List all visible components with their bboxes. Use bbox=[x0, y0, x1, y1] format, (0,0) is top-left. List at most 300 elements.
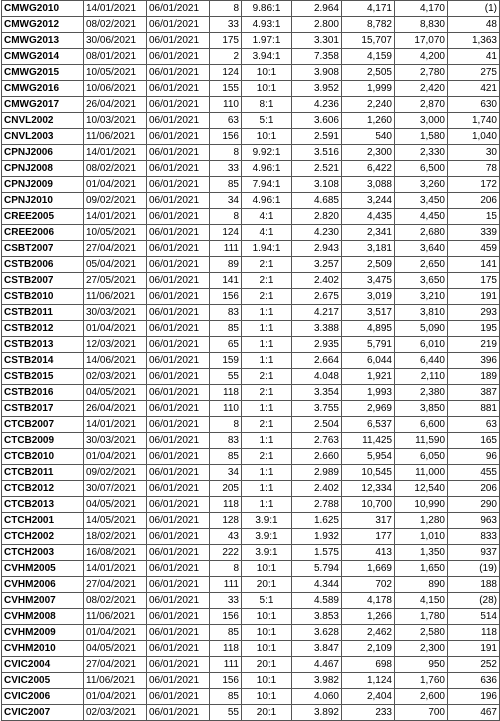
code-cell: CPNJ2008 bbox=[2, 161, 84, 177]
value-cell: 3.108 bbox=[292, 177, 342, 193]
price-cell: 1,921 bbox=[342, 369, 395, 385]
price-cell: 15,707 bbox=[342, 33, 395, 49]
code-cell: CSTB2006 bbox=[2, 257, 84, 273]
trade-date-cell: 06/01/2021 bbox=[147, 17, 210, 33]
maturity-date-cell: 01/04/2021 bbox=[84, 321, 147, 337]
table-row bbox=[2, 385, 500, 401]
ratio-cell: 3.94:1 bbox=[242, 49, 292, 65]
warrant-table bbox=[1, 0, 500, 721]
code-cell: CPNJ2010 bbox=[2, 193, 84, 209]
price-cell: 233 bbox=[342, 705, 395, 721]
difference-cell: 206 bbox=[448, 481, 500, 497]
maturity-date-cell: 02/03/2021 bbox=[84, 705, 147, 721]
maturity-date-cell: 14/05/2021 bbox=[84, 513, 147, 529]
days-cell: 85 bbox=[210, 449, 242, 465]
days-cell: 8 bbox=[210, 145, 242, 161]
value-cell: 4.589 bbox=[292, 593, 342, 609]
ratio-cell: 2:1 bbox=[242, 273, 292, 289]
code-cell: CVIC2004 bbox=[2, 657, 84, 673]
target-price-cell: 1,280 bbox=[395, 513, 448, 529]
code-cell: CVHM2006 bbox=[2, 577, 84, 593]
value-cell: 3.628 bbox=[292, 625, 342, 641]
difference-cell: 1,363 bbox=[448, 33, 500, 49]
maturity-date-cell: 01/04/2021 bbox=[84, 689, 147, 705]
difference-cell: 195 bbox=[448, 321, 500, 337]
days-cell: 34 bbox=[210, 193, 242, 209]
target-price-cell: 6,050 bbox=[395, 449, 448, 465]
price-cell: 5,954 bbox=[342, 449, 395, 465]
ratio-cell: 3.9:1 bbox=[242, 513, 292, 529]
difference-cell: 96 bbox=[448, 449, 500, 465]
target-price-cell: 1,350 bbox=[395, 545, 448, 561]
ratio-cell: 1:1 bbox=[242, 401, 292, 417]
price-cell: 2,462 bbox=[342, 625, 395, 641]
value-cell: 3.853 bbox=[292, 609, 342, 625]
trade-date-cell: 06/01/2021 bbox=[147, 385, 210, 401]
table-row bbox=[2, 225, 500, 241]
target-price-cell: 2,780 bbox=[395, 65, 448, 81]
target-price-cell: 3,210 bbox=[395, 289, 448, 305]
maturity-date-cell: 01/04/2021 bbox=[84, 625, 147, 641]
difference-cell: 78 bbox=[448, 161, 500, 177]
maturity-date-cell: 30/03/2021 bbox=[84, 433, 147, 449]
code-cell: CTCB2012 bbox=[2, 481, 84, 497]
ratio-cell: 3.9:1 bbox=[242, 529, 292, 545]
price-cell: 2,341 bbox=[342, 225, 395, 241]
table-row bbox=[2, 689, 500, 705]
value-cell: 2.989 bbox=[292, 465, 342, 481]
code-cell: CVHM2007 bbox=[2, 593, 84, 609]
maturity-date-cell: 04/05/2021 bbox=[84, 497, 147, 513]
maturity-date-cell: 10/06/2021 bbox=[84, 81, 147, 97]
target-price-cell: 8,830 bbox=[395, 17, 448, 33]
table-row bbox=[2, 513, 500, 529]
table-row bbox=[2, 577, 500, 593]
target-price-cell: 2,330 bbox=[395, 145, 448, 161]
difference-cell: (1) bbox=[448, 1, 500, 17]
target-price-cell: 6,500 bbox=[395, 161, 448, 177]
difference-cell: 206 bbox=[448, 193, 500, 209]
target-price-cell: 890 bbox=[395, 577, 448, 593]
maturity-date-cell: 04/05/2021 bbox=[84, 385, 147, 401]
difference-cell: 290 bbox=[448, 497, 500, 513]
price-cell: 12,334 bbox=[342, 481, 395, 497]
difference-cell: 339 bbox=[448, 225, 500, 241]
difference-cell: 514 bbox=[448, 609, 500, 625]
days-cell: 85 bbox=[210, 321, 242, 337]
days-cell: 118 bbox=[210, 497, 242, 513]
maturity-date-cell: 14/01/2021 bbox=[84, 1, 147, 17]
target-price-cell: 2,650 bbox=[395, 257, 448, 273]
price-cell: 8,782 bbox=[342, 17, 395, 33]
maturity-date-cell: 11/06/2021 bbox=[84, 129, 147, 145]
target-price-cell: 3,640 bbox=[395, 241, 448, 257]
price-cell: 11,425 bbox=[342, 433, 395, 449]
ratio-cell: 2:1 bbox=[242, 289, 292, 305]
maturity-date-cell: 27/05/2021 bbox=[84, 273, 147, 289]
ratio-cell: 4.96:1 bbox=[242, 193, 292, 209]
target-price-cell: 3,850 bbox=[395, 401, 448, 417]
code-cell: CTCB2010 bbox=[2, 449, 84, 465]
ratio-cell: 10:1 bbox=[242, 561, 292, 577]
difference-cell: 467 bbox=[448, 705, 500, 721]
maturity-date-cell: 10/05/2021 bbox=[84, 65, 147, 81]
price-cell: 3,244 bbox=[342, 193, 395, 209]
value-cell: 3.388 bbox=[292, 321, 342, 337]
ratio-cell: 10:1 bbox=[242, 609, 292, 625]
ratio-cell: 1:1 bbox=[242, 433, 292, 449]
trade-date-cell: 06/01/2021 bbox=[147, 225, 210, 241]
maturity-date-cell: 08/02/2021 bbox=[84, 593, 147, 609]
target-price-cell: 2,300 bbox=[395, 641, 448, 657]
value-cell: 2.402 bbox=[292, 481, 342, 497]
maturity-date-cell: 27/04/2021 bbox=[84, 577, 147, 593]
maturity-date-cell: 09/02/2021 bbox=[84, 193, 147, 209]
value-cell: 2.591 bbox=[292, 129, 342, 145]
target-price-cell: 4,450 bbox=[395, 209, 448, 225]
difference-cell: 833 bbox=[448, 529, 500, 545]
trade-date-cell: 06/01/2021 bbox=[147, 449, 210, 465]
difference-cell: 963 bbox=[448, 513, 500, 529]
table-row bbox=[2, 257, 500, 273]
price-cell: 4,171 bbox=[342, 1, 395, 17]
target-price-cell: 3,650 bbox=[395, 273, 448, 289]
trade-date-cell: 06/01/2021 bbox=[147, 401, 210, 417]
code-cell: CTCB2009 bbox=[2, 433, 84, 449]
difference-cell: 1,040 bbox=[448, 129, 500, 145]
maturity-date-cell: 16/08/2021 bbox=[84, 545, 147, 561]
maturity-date-cell: 14/06/2021 bbox=[84, 353, 147, 369]
price-cell: 5,791 bbox=[342, 337, 395, 353]
days-cell: 222 bbox=[210, 545, 242, 561]
table-row bbox=[2, 1, 500, 17]
table-row bbox=[2, 33, 500, 49]
trade-date-cell: 06/01/2021 bbox=[147, 353, 210, 369]
trade-date-cell: 06/01/2021 bbox=[147, 705, 210, 721]
maturity-date-cell: 30/06/2021 bbox=[84, 33, 147, 49]
code-cell: CVIC2006 bbox=[2, 689, 84, 705]
value-cell: 4.217 bbox=[292, 305, 342, 321]
target-price-cell: 2,110 bbox=[395, 369, 448, 385]
trade-date-cell: 06/01/2021 bbox=[147, 289, 210, 305]
trade-date-cell: 06/01/2021 bbox=[147, 529, 210, 545]
trade-date-cell: 06/01/2021 bbox=[147, 625, 210, 641]
price-cell: 540 bbox=[342, 129, 395, 145]
price-cell: 1,999 bbox=[342, 81, 395, 97]
value-cell: 4.344 bbox=[292, 577, 342, 593]
value-cell: 4.467 bbox=[292, 657, 342, 673]
days-cell: 33 bbox=[210, 161, 242, 177]
table-row bbox=[2, 497, 500, 513]
code-cell: CMWG2017 bbox=[2, 97, 84, 113]
value-cell: 2.964 bbox=[292, 1, 342, 17]
code-cell: CSBT2007 bbox=[2, 241, 84, 257]
ratio-cell: 2:1 bbox=[242, 385, 292, 401]
days-cell: 34 bbox=[210, 465, 242, 481]
days-cell: 8 bbox=[210, 1, 242, 17]
code-cell: CVHM2009 bbox=[2, 625, 84, 641]
code-cell: CTCH2003 bbox=[2, 545, 84, 561]
trade-date-cell: 06/01/2021 bbox=[147, 577, 210, 593]
table-row bbox=[2, 161, 500, 177]
value-cell: 4.685 bbox=[292, 193, 342, 209]
maturity-date-cell: 08/02/2021 bbox=[84, 17, 147, 33]
ratio-cell: 4.93:1 bbox=[242, 17, 292, 33]
days-cell: 55 bbox=[210, 705, 242, 721]
days-cell: 175 bbox=[210, 33, 242, 49]
table-row bbox=[2, 561, 500, 577]
target-price-cell: 2,580 bbox=[395, 625, 448, 641]
price-cell: 1,260 bbox=[342, 113, 395, 129]
maturity-date-cell: 30/07/2021 bbox=[84, 481, 147, 497]
difference-cell: 191 bbox=[448, 289, 500, 305]
code-cell: CVHM2010 bbox=[2, 641, 84, 657]
code-cell: CSTB2013 bbox=[2, 337, 84, 353]
difference-cell: 396 bbox=[448, 353, 500, 369]
code-cell: CNVL2002 bbox=[2, 113, 84, 129]
days-cell: 128 bbox=[210, 513, 242, 529]
target-price-cell: 2,680 bbox=[395, 225, 448, 241]
ratio-cell: 10:1 bbox=[242, 673, 292, 689]
code-cell: CSTB2015 bbox=[2, 369, 84, 385]
value-cell: 2.820 bbox=[292, 209, 342, 225]
value-cell: 2.521 bbox=[292, 161, 342, 177]
table-row bbox=[2, 113, 500, 129]
maturity-date-cell: 10/05/2021 bbox=[84, 225, 147, 241]
ratio-cell: 4:1 bbox=[242, 225, 292, 241]
ratio-cell: 10:1 bbox=[242, 65, 292, 81]
difference-cell: 459 bbox=[448, 241, 500, 257]
trade-date-cell: 06/01/2021 bbox=[147, 65, 210, 81]
trade-date-cell: 06/01/2021 bbox=[147, 161, 210, 177]
days-cell: 111 bbox=[210, 657, 242, 673]
ratio-cell: 1:1 bbox=[242, 481, 292, 497]
code-cell: CMWG2014 bbox=[2, 49, 84, 65]
value-cell: 4.236 bbox=[292, 97, 342, 113]
price-cell: 6,044 bbox=[342, 353, 395, 369]
price-cell: 3,475 bbox=[342, 273, 395, 289]
difference-cell: 1,740 bbox=[448, 113, 500, 129]
trade-date-cell: 06/01/2021 bbox=[147, 257, 210, 273]
trade-date-cell: 06/01/2021 bbox=[147, 321, 210, 337]
days-cell: 118 bbox=[210, 385, 242, 401]
ratio-cell: 5:1 bbox=[242, 593, 292, 609]
days-cell: 110 bbox=[210, 401, 242, 417]
ratio-cell: 8:1 bbox=[242, 97, 292, 113]
difference-cell: 175 bbox=[448, 273, 500, 289]
difference-cell: 252 bbox=[448, 657, 500, 673]
maturity-date-cell: 11/06/2021 bbox=[84, 673, 147, 689]
days-cell: 111 bbox=[210, 577, 242, 593]
price-cell: 2,300 bbox=[342, 145, 395, 161]
difference-cell: 275 bbox=[448, 65, 500, 81]
trade-date-cell: 06/01/2021 bbox=[147, 145, 210, 161]
trade-date-cell: 06/01/2021 bbox=[147, 417, 210, 433]
trade-date-cell: 06/01/2021 bbox=[147, 337, 210, 353]
maturity-date-cell: 01/04/2021 bbox=[84, 449, 147, 465]
days-cell: 159 bbox=[210, 353, 242, 369]
table-row bbox=[2, 193, 500, 209]
table-row bbox=[2, 353, 500, 369]
table-row bbox=[2, 17, 500, 33]
difference-cell: 188 bbox=[448, 577, 500, 593]
maturity-date-cell: 18/02/2021 bbox=[84, 529, 147, 545]
target-price-cell: 2,420 bbox=[395, 81, 448, 97]
value-cell: 2.788 bbox=[292, 497, 342, 513]
days-cell: 124 bbox=[210, 65, 242, 81]
code-cell: CMWG2016 bbox=[2, 81, 84, 97]
trade-date-cell: 06/01/2021 bbox=[147, 481, 210, 497]
maturity-date-cell: 02/03/2021 bbox=[84, 369, 147, 385]
price-cell: 1,669 bbox=[342, 561, 395, 577]
maturity-date-cell: 05/04/2021 bbox=[84, 257, 147, 273]
ratio-cell: 1:1 bbox=[242, 321, 292, 337]
value-cell: 3.301 bbox=[292, 33, 342, 49]
code-cell: CTCB2013 bbox=[2, 497, 84, 513]
trade-date-cell: 06/01/2021 bbox=[147, 129, 210, 145]
difference-cell: 636 bbox=[448, 673, 500, 689]
difference-cell: 293 bbox=[448, 305, 500, 321]
ratio-cell: 20:1 bbox=[242, 577, 292, 593]
ratio-cell: 3.9:1 bbox=[242, 545, 292, 561]
code-cell: CMWG2012 bbox=[2, 17, 84, 33]
maturity-date-cell: 26/04/2021 bbox=[84, 401, 147, 417]
days-cell: 156 bbox=[210, 289, 242, 305]
ratio-cell: 10:1 bbox=[242, 641, 292, 657]
difference-cell: 30 bbox=[448, 145, 500, 161]
days-cell: 33 bbox=[210, 17, 242, 33]
table-row bbox=[2, 481, 500, 497]
code-cell: CSTB2012 bbox=[2, 321, 84, 337]
price-cell: 2,240 bbox=[342, 97, 395, 113]
difference-cell: (28) bbox=[448, 593, 500, 609]
price-cell: 2,509 bbox=[342, 257, 395, 273]
ratio-cell: 1:1 bbox=[242, 465, 292, 481]
code-cell: CSTB2016 bbox=[2, 385, 84, 401]
price-cell: 4,159 bbox=[342, 49, 395, 65]
maturity-date-cell: 27/04/2021 bbox=[84, 657, 147, 673]
maturity-date-cell: 01/04/2021 bbox=[84, 177, 147, 193]
price-cell: 1,993 bbox=[342, 385, 395, 401]
trade-date-cell: 06/01/2021 bbox=[147, 609, 210, 625]
maturity-date-cell: 30/03/2021 bbox=[84, 305, 147, 321]
ratio-cell: 7.94:1 bbox=[242, 177, 292, 193]
code-cell: CSTB2007 bbox=[2, 273, 84, 289]
target-price-cell: 4,200 bbox=[395, 49, 448, 65]
maturity-date-cell: 14/01/2021 bbox=[84, 145, 147, 161]
days-cell: 8 bbox=[210, 209, 242, 225]
target-price-cell: 6,010 bbox=[395, 337, 448, 353]
table-row bbox=[2, 593, 500, 609]
table-row bbox=[2, 289, 500, 305]
difference-cell: 387 bbox=[448, 385, 500, 401]
ratio-cell: 10:1 bbox=[242, 689, 292, 705]
price-cell: 6,422 bbox=[342, 161, 395, 177]
code-cell: CMWG2015 bbox=[2, 65, 84, 81]
table-row bbox=[2, 145, 500, 161]
value-cell: 2.763 bbox=[292, 433, 342, 449]
ratio-cell: 10:1 bbox=[242, 625, 292, 641]
value-cell: 5.794 bbox=[292, 561, 342, 577]
value-cell: 3.257 bbox=[292, 257, 342, 273]
target-price-cell: 700 bbox=[395, 705, 448, 721]
code-cell: CTCH2002 bbox=[2, 529, 84, 545]
ratio-cell: 10:1 bbox=[242, 81, 292, 97]
ratio-cell: 9.86:1 bbox=[242, 1, 292, 17]
price-cell: 2,404 bbox=[342, 689, 395, 705]
trade-date-cell: 06/01/2021 bbox=[147, 689, 210, 705]
maturity-date-cell: 14/01/2021 bbox=[84, 561, 147, 577]
maturity-date-cell: 08/01/2021 bbox=[84, 49, 147, 65]
maturity-date-cell: 09/02/2021 bbox=[84, 465, 147, 481]
maturity-date-cell: 26/04/2021 bbox=[84, 97, 147, 113]
table-row bbox=[2, 641, 500, 657]
table-row bbox=[2, 465, 500, 481]
trade-date-cell: 06/01/2021 bbox=[147, 113, 210, 129]
maturity-date-cell: 14/01/2021 bbox=[84, 209, 147, 225]
days-cell: 63 bbox=[210, 113, 242, 129]
value-cell: 7.358 bbox=[292, 49, 342, 65]
price-cell: 702 bbox=[342, 577, 395, 593]
days-cell: 65 bbox=[210, 337, 242, 353]
table-row bbox=[2, 417, 500, 433]
ratio-cell: 20:1 bbox=[242, 657, 292, 673]
value-cell: 3.952 bbox=[292, 81, 342, 97]
code-cell: CMWG2013 bbox=[2, 33, 84, 49]
target-price-cell: 1,010 bbox=[395, 529, 448, 545]
price-cell: 698 bbox=[342, 657, 395, 673]
table-row bbox=[2, 337, 500, 353]
table-row bbox=[2, 369, 500, 385]
value-cell: 1.625 bbox=[292, 513, 342, 529]
code-cell: CVHM2008 bbox=[2, 609, 84, 625]
trade-date-cell: 06/01/2021 bbox=[147, 673, 210, 689]
target-price-cell: 4,170 bbox=[395, 1, 448, 17]
ratio-cell: 2:1 bbox=[242, 257, 292, 273]
difference-cell: 630 bbox=[448, 97, 500, 113]
table-row bbox=[2, 273, 500, 289]
ratio-cell: 4:1 bbox=[242, 209, 292, 225]
days-cell: 205 bbox=[210, 481, 242, 497]
difference-cell: 63 bbox=[448, 417, 500, 433]
target-price-cell: 2,870 bbox=[395, 97, 448, 113]
table-row bbox=[2, 705, 500, 721]
difference-cell: 172 bbox=[448, 177, 500, 193]
trade-date-cell: 06/01/2021 bbox=[147, 545, 210, 561]
value-cell: 3.892 bbox=[292, 705, 342, 721]
value-cell: 3.847 bbox=[292, 641, 342, 657]
table-row bbox=[2, 97, 500, 113]
trade-date-cell: 06/01/2021 bbox=[147, 49, 210, 65]
code-cell: CSTB2017 bbox=[2, 401, 84, 417]
price-cell: 3,019 bbox=[342, 289, 395, 305]
ratio-cell: 1.94:1 bbox=[242, 241, 292, 257]
days-cell: 55 bbox=[210, 369, 242, 385]
table-row bbox=[2, 609, 500, 625]
price-cell: 2,969 bbox=[342, 401, 395, 417]
days-cell: 110 bbox=[210, 97, 242, 113]
trade-date-cell: 06/01/2021 bbox=[147, 209, 210, 225]
table-row bbox=[2, 177, 500, 193]
value-cell: 3.516 bbox=[292, 145, 342, 161]
difference-cell: 196 bbox=[448, 689, 500, 705]
table-row bbox=[2, 129, 500, 145]
maturity-date-cell: 27/04/2021 bbox=[84, 241, 147, 257]
target-price-cell: 6,440 bbox=[395, 353, 448, 369]
price-cell: 4,178 bbox=[342, 593, 395, 609]
table-row bbox=[2, 529, 500, 545]
days-cell: 156 bbox=[210, 129, 242, 145]
